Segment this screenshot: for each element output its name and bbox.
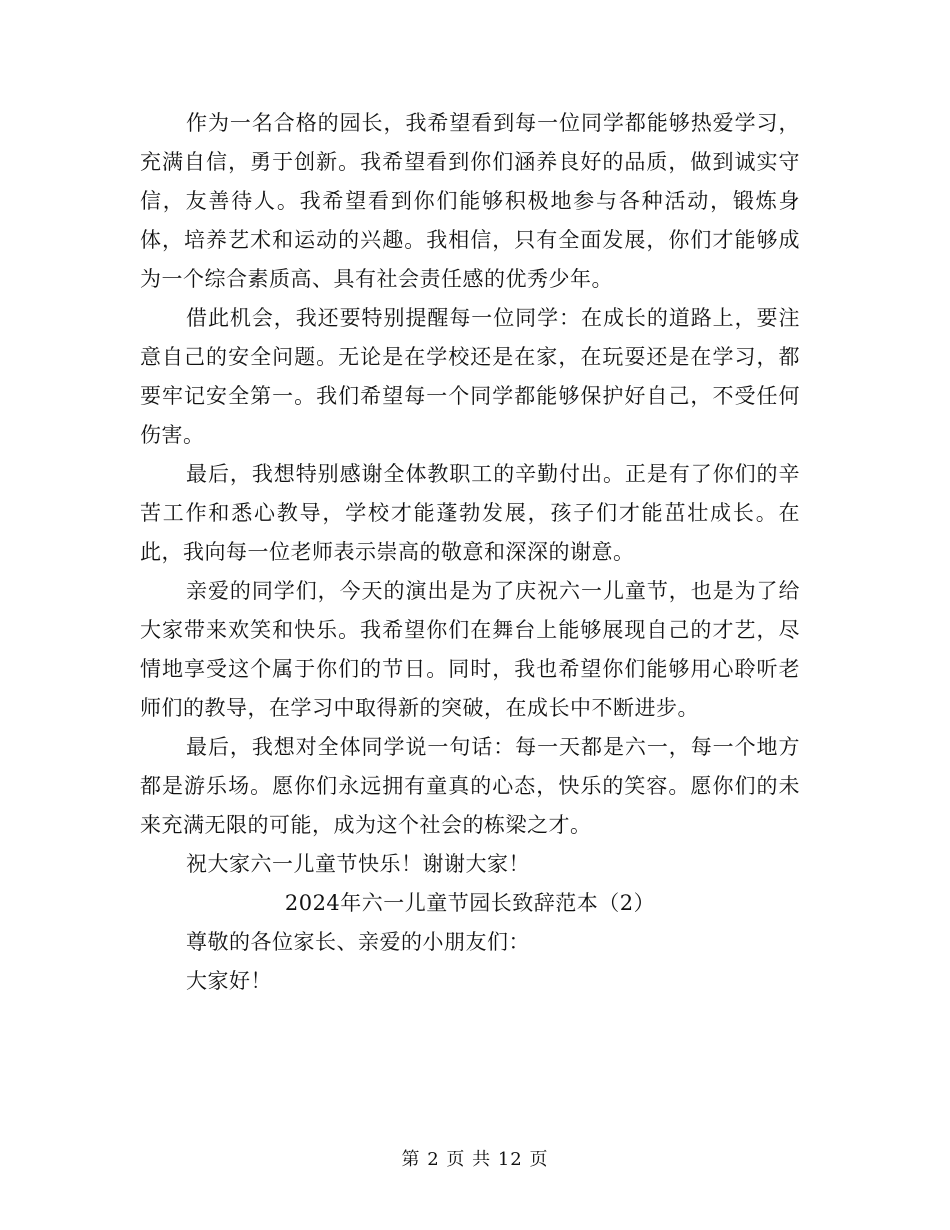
paragraph-2: 借此机会，我还要特别提醒每一位同学：在成长的道路上，要注意自己的安全问题。无论是在学校还是在家，在玩耍还是在学习，都要牢记安全第一。我们希望每一个同学都能够保护好自己，不受任何伤害。 [140,306,800,447]
page-number-footer: 第 2 页 共 12 页 [401,1149,549,1170]
greeting: 大家好！ [186,969,272,993]
salutation: 尊敬的各位家长、亲爱的小朋友们： [186,930,530,954]
paragraph-3: 最后，我想特别感谢全体教职工的辛勤付出。正是有了你们的辛苦工作和悉心教导，学校才能蓬勃发展，孩子们才能茁壮成长。在此，我向每一位老师表示崇高的敬意和深深的谢意。 [140,462,800,564]
section-heading: 2024年六一儿童节园长致辞范本（2） [284,891,656,915]
paragraph-5: 最后，我想对全体同学说一句话：每一天都是六一，每一个地方都是游乐场。愿你们永远拥有童真的心态，快乐的笑容。愿你们的未来充满无限的可能，成为这个社会的栋梁之才。 [140,735,800,837]
paragraph-4: 亲爱的同学们，今天的演出是为了庆祝六一儿童节，也是为了给大家带来欢笑和快乐。我希望你们在舞台上能够展现自己的才艺，尽情地享受这个属于你们的节日。同时，我也希望你们能够用心聆听老师们的教导，在学习中取得新的突破，在成长中不断进步。 [140,579,800,720]
document-body [140,104,800,1001]
paragraph-6: 祝大家六一儿童节快乐！谢谢大家！ [186,852,530,876]
paragraph-1: 作为一名合格的园长，我希望看到每一位同学都能够热爱学习，充满自信，勇于创新。我希望看到你们涵养良好的品质，做到诚实守信，友善待人。我希望看到你们能够积极地参与各种活动，锻炼身体，培养艺术和运动的兴趣。我相信，只有全面发展，你们才能够成为一个综合素质高、具有社会责任感的优秀少年。 [140,111,800,291]
